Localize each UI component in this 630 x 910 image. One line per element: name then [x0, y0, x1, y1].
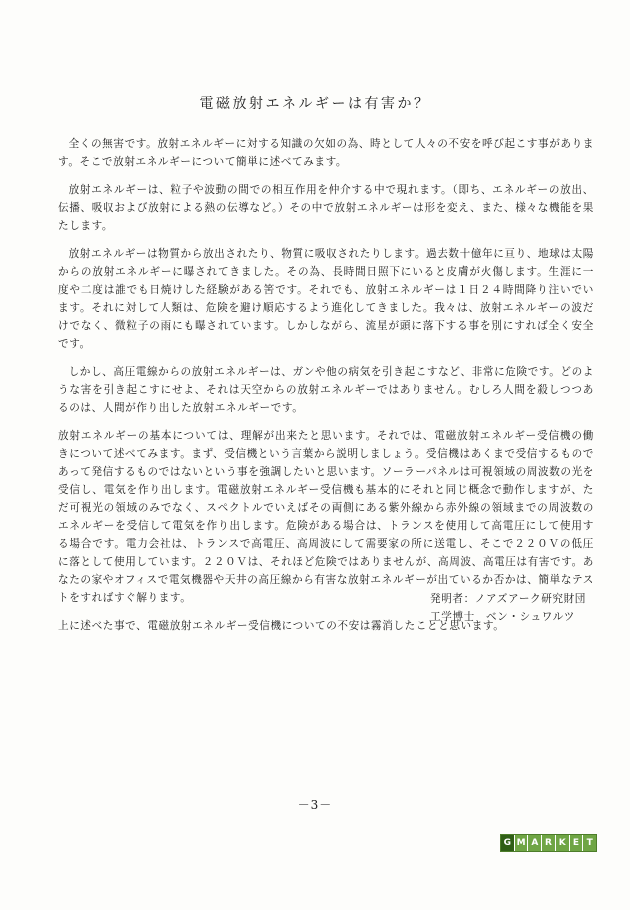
paragraph-2: 放射エネルギーは、粒子や波動の間での相互作用を仲介する中で現れます。（即ち、エネルギーの放出、伝播、吸収および放射による熱の伝導など。）その中で放射エネルギーは形を変え、また、様々な機能を果たします。	[58, 184, 594, 232]
logo-letter: M	[515, 835, 529, 851]
logo-letter: T	[586, 838, 593, 848]
paragraph-6: 上に述べた事で、電磁放射エネルギー受信機についての不安は霧消したことと思います。	[58, 620, 505, 632]
document-body	[58, 135, 594, 645]
gmarket-logo	[500, 834, 597, 852]
paragraph-1: 全くの無害です。放射エネルギーに対する知識の欠如の為、時として人々の不安を呼び起こす事があります。そこで放射エネルギーについて簡単に述べてみます。	[58, 138, 594, 168]
signature-inventor: 発明者：ノアズアーク研究財団	[430, 593, 586, 605]
paragraph-5: 放射エネルギーの基本については、理解が出来たと思います。それでは、電磁放射エネルギー受信機の働きについて述べてみます。まず、受信機という言葉から説明しましょう。受信機はあくまで受信するものであって発信するものではないという事を強調したいと思います。ソーラーパネルは可視領域の周波数の光を受信し、電気を作り出します。電磁放射エネルギー受信機も基本的にそれと同じ概念で動作しますが、ただ可視光の領域のみでなく、スペクトルでいえばその両側にある紫外線から赤外線の領域までの周波数のエネルギーを受信して電気を作り出します。危険がある場合は、トランスを使用して高電圧にして使用する場合です。電力会社は、トランスで高電圧、高周波にして需要家の所に送電し、そこで２２０Ｖの低圧に落として使用しています。２２０Ｖは、それほど危険ではありませんが、高周波、高電圧は有害です。あなたの家やオフィスで電気機器や天井の高圧線から有害な放射エネルギーが出ているか否かは、簡単なテストをすればすぐ解ります。	[58, 430, 594, 604]
page-number: －3－	[297, 798, 333, 812]
logo-letter: R	[542, 835, 556, 851]
logo-letter: A	[528, 835, 542, 851]
document-title: 電磁放射エネルギーは有害か？	[199, 96, 431, 112]
signature-block	[430, 590, 586, 626]
logo-letter: K	[556, 835, 570, 851]
signature-author: 工学博士 ベン・シュワルツ	[430, 611, 576, 623]
paragraph-4: しかし、高圧電線からの放射エネルギーは、ガンや他の病気を引き起こすなど、非常に危険です。どのような害を引き起こすにせよ、それは天空からの放射エネルギーではありません。むしろ人間を殺しつつあるのは、人間が作り出した放射エネルギーです。	[58, 366, 594, 414]
paragraph-3: 放射エネルギーは物質から放出されたり、物質に吸収されたりします。過去数十億年に亘り、地球は太陽からの放射エネルギーに曝されてきました。その為、長時間日照下にいると皮膚が火傷します。生涯に一度や二度は誰でも日焼けした経験がある筈です。それでも、放射エネルギーは１日２４時間降り注いでいます。それに対して人類は、危険を避け順応するよう進化してきました。我々は、放射エネルギーの波だけでなく、微粒子の雨にも曝されています。しかしながら、流星が頭に落下する事を別にすれば全く安全です。	[58, 248, 594, 350]
logo-letter: G	[501, 835, 515, 851]
logo-letter: E	[570, 835, 584, 851]
